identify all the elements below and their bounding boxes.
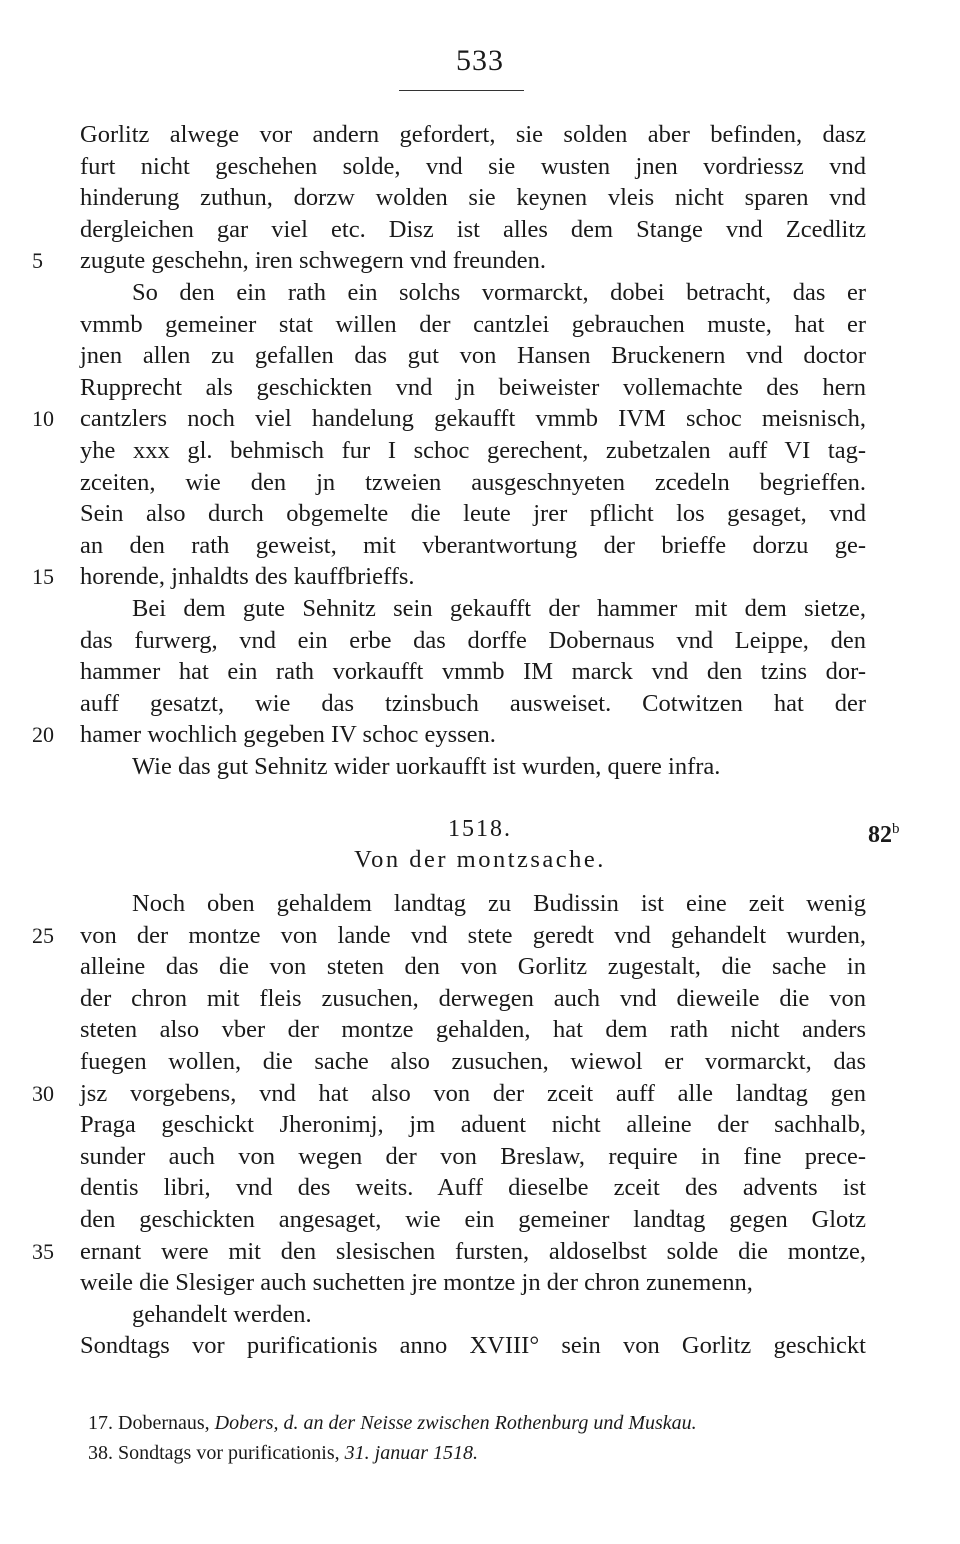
text-line: Wie das gut Sehnitz wider uorkaufft ist wurden, quere infra.: [132, 753, 721, 780]
text-line: den geschickten angesaget, wie ein gemeiner landtag gegen Glotz: [80, 1206, 866, 1233]
text-line: hamer wochlich gegeben IV schoc eyssen.: [80, 721, 496, 749]
text-line: cantzlers noch viel handelung gekaufft vmmb IVM schoc meisnisch,: [80, 405, 866, 433]
line-number: 15: [32, 564, 54, 590]
text-line: das furwerg, vnd ein erbe das dorffe Dobernaus vnd Leippe, den: [80, 626, 866, 654]
text-line: gehandelt werden.: [132, 1300, 312, 1328]
text-line: von der montze von lande vnd stete geredt vnd gehandelt wurden,: [80, 921, 866, 949]
text-line: Noch oben gehaldem landtag zu Budissin ist eine zeit wenig: [132, 890, 866, 917]
text-line: zugute geschehn, iren schwegern vnd freunden.: [80, 247, 547, 275]
page-number-rule: [399, 90, 524, 91]
margin-folio-number: 82: [868, 822, 892, 848]
footnote-text: Dobers, d. an der Neisse zwischen Rothenburg und Muskau.: [214, 1412, 697, 1434]
text-line: Praga geschickt Jheronimj, jm aduent nicht alleine der sachhalb,: [80, 1111, 866, 1139]
footnote-ref: 17. Dobernaus,: [88, 1412, 210, 1434]
text-line: zceiten, wie den jn tzweien ausgeschnyeten zcedeln begrieffen.: [80, 468, 866, 496]
text-line: Sein also durch obgemelte die leute jrer pflicht los gesaget, vnd: [80, 500, 866, 528]
line-number: 30: [32, 1080, 54, 1106]
text-line: yhe xxx gl. behmisch fur I schoc gerechent, zubetzalen auff VI tag-: [80, 437, 866, 464]
text-line: Gorlitz alwege vor andern gefordert, sie solden aber befinden, dasz: [80, 121, 866, 148]
text-line: hinderung zuthun, dorzw wolden sie keynen vleis nicht sparen vnd: [80, 184, 866, 212]
text-line: jsz vorgebens, vnd hat also von der zceit auff alle landtag gen: [80, 1079, 866, 1107]
footnote: [88, 1438, 878, 1468]
text-line: fuegen wollen, die sache also zusuchen, wiewol er vormarckt, das: [80, 1048, 866, 1075]
footnote-text: 31. januar 1518.: [344, 1442, 478, 1464]
text-line: sunder auch von wegen der von Breslaw, require in fine prece-: [80, 1142, 866, 1170]
text-line: ernant were mit den slesischen fursten, aldoselbst solde die montze,: [80, 1237, 866, 1265]
line-number: 25: [32, 922, 54, 948]
section-title: Von der montzsache.: [354, 846, 606, 873]
section-year: 1518.: [448, 816, 512, 842]
text-line: vmmb gemeiner stat willen der cantzlei gebrauchen muste, hat er: [80, 310, 866, 338]
footnote: [88, 1408, 878, 1438]
text-line: Bei dem gute Sehnitz sein gekaufft der hammer mit dem sietze,: [132, 595, 866, 622]
text-line: Rupprecht als geschickten vnd jn beiweister vollemachte des hern: [80, 373, 866, 401]
line-number: 5: [32, 248, 43, 274]
page-number: 533: [456, 44, 504, 77]
text-line: furt nicht geschehen solde, vnd sie wusten jnen vordriessz vnd: [80, 152, 866, 180]
text-line: Sondtags vor purificationis anno XVIII° sein von Gorlitz geschickt: [80, 1332, 866, 1360]
text-line: an den rath geweist, mit vberantwortung der brieffe dorzu ge-: [80, 531, 866, 559]
text-line: So den ein rath ein solchs vormarckt, dobei betracht, das er: [132, 279, 866, 306]
text-line: jnen allen zu gefallen das gut von Hansen Bruckenern vnd doctor: [80, 342, 866, 370]
footnote-ref: 38. Sondtags vor purificationis,: [88, 1442, 340, 1464]
text-line: weile die Slesiger auch suchetten jre montze jn der chron zunemenn,: [80, 1269, 753, 1297]
line-number: 20: [32, 722, 54, 748]
text-line: horende, jnhaldts des kauffbrieffs.: [80, 563, 415, 591]
text-line: alleine das die von steten den von Gorlitz zugestalt, die sache in: [80, 953, 866, 981]
text-line: auff gesatzt, wie das tzinsbuch ausweiset. Cotwitzen hat der: [80, 689, 866, 717]
text-line: dergleichen gar viel etc. Disz ist alles dem Stange vnd Zcedlitz: [80, 215, 866, 243]
text-line: der chron mit fleis zusuchen, derwegen auch vnd dieweile die von: [80, 984, 866, 1012]
line-number: 10: [32, 406, 54, 432]
line-number: 35: [32, 1238, 54, 1264]
text-line: hammer hat ein rath vorkaufft vmmb IM marck vnd den tzins dor-: [80, 658, 866, 686]
margin-folio-suffix: b: [892, 821, 900, 837]
text-line: dentis libri, vnd des weits. Auff dieselbe zceit des advents ist: [80, 1174, 866, 1202]
text-line: steten also vber der montze gehalden, hat dem rath nicht anders: [80, 1016, 866, 1044]
